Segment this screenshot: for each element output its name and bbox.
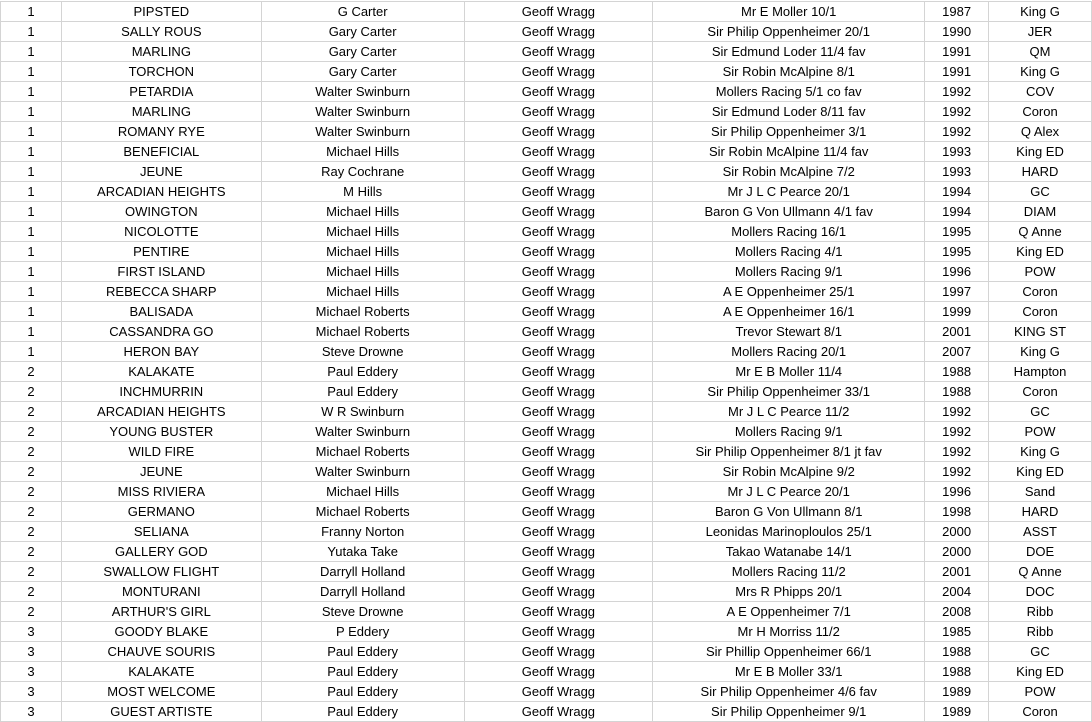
trainer-cell[interactable]: Geoff Wragg bbox=[464, 42, 653, 62]
table-row[interactable] bbox=[1, 22, 1092, 42]
year-cell[interactable]: 1991 bbox=[925, 42, 989, 62]
jockey-cell[interactable]: Michael Hills bbox=[261, 222, 464, 242]
owner-odds-cell[interactable]: Mrs R Phipps 20/1 bbox=[653, 582, 925, 602]
owner-odds-cell[interactable]: Trevor Stewart 8/1 bbox=[653, 322, 925, 342]
jockey-cell[interactable]: Darryll Holland bbox=[261, 562, 464, 582]
position-cell[interactable]: 1 bbox=[1, 202, 62, 222]
owner-odds-cell[interactable]: Takao Watanabe 14/1 bbox=[653, 542, 925, 562]
race-cell[interactable]: DIAM bbox=[989, 202, 1092, 222]
owner-odds-cell[interactable]: Sir Robin McAlpine 7/2 bbox=[653, 162, 925, 182]
horse-cell[interactable]: GOODY BLAKE bbox=[61, 622, 261, 642]
race-cell[interactable]: DOC bbox=[989, 582, 1092, 602]
horse-cell[interactable]: INCHMURRIN bbox=[61, 382, 261, 402]
table-row[interactable] bbox=[1, 422, 1092, 442]
horse-cell[interactable]: PIPSTED bbox=[61, 2, 261, 22]
position-cell[interactable]: 3 bbox=[1, 642, 62, 662]
trainer-cell[interactable]: Geoff Wragg bbox=[464, 662, 653, 682]
race-cell[interactable]: COV bbox=[989, 82, 1092, 102]
table-row[interactable] bbox=[1, 242, 1092, 262]
year-cell[interactable]: 1997 bbox=[925, 282, 989, 302]
owner-odds-cell[interactable]: Sir Robin McAlpine 9/2 bbox=[653, 462, 925, 482]
position-cell[interactable]: 1 bbox=[1, 82, 62, 102]
race-cell[interactable]: Q Anne bbox=[989, 562, 1092, 582]
year-cell[interactable]: 1995 bbox=[925, 222, 989, 242]
race-cell[interactable]: Ribb bbox=[989, 622, 1092, 642]
position-cell[interactable]: 1 bbox=[1, 42, 62, 62]
table-row[interactable] bbox=[1, 562, 1092, 582]
race-cell[interactable]: Ribb bbox=[989, 602, 1092, 622]
horse-cell[interactable]: REBECCA SHARP bbox=[61, 282, 261, 302]
owner-odds-cell[interactable]: Sir Philip Oppenheimer 8/1 jt fav bbox=[653, 442, 925, 462]
year-cell[interactable]: 2001 bbox=[925, 562, 989, 582]
owner-odds-cell[interactable]: Sir Robin McAlpine 11/4 fav bbox=[653, 142, 925, 162]
table-row[interactable] bbox=[1, 82, 1092, 102]
owner-odds-cell[interactable]: Sir Phillip Oppenheimer 66/1 bbox=[653, 642, 925, 662]
position-cell[interactable]: 1 bbox=[1, 62, 62, 82]
table-row[interactable] bbox=[1, 42, 1092, 62]
year-cell[interactable]: 1998 bbox=[925, 502, 989, 522]
table-row[interactable] bbox=[1, 542, 1092, 562]
trainer-cell[interactable]: Geoff Wragg bbox=[464, 222, 653, 242]
table-row[interactable] bbox=[1, 222, 1092, 242]
horse-cell[interactable]: GALLERY GOD bbox=[61, 542, 261, 562]
table-row[interactable] bbox=[1, 642, 1092, 662]
horse-cell[interactable]: ARCADIAN HEIGHTS bbox=[61, 182, 261, 202]
position-cell[interactable]: 2 bbox=[1, 402, 62, 422]
trainer-cell[interactable]: Geoff Wragg bbox=[464, 182, 653, 202]
table-row[interactable] bbox=[1, 702, 1092, 722]
position-cell[interactable]: 1 bbox=[1, 262, 62, 282]
position-cell[interactable]: 1 bbox=[1, 162, 62, 182]
trainer-cell[interactable]: Geoff Wragg bbox=[464, 82, 653, 102]
position-cell[interactable]: 1 bbox=[1, 242, 62, 262]
race-cell[interactable]: Coron bbox=[989, 702, 1092, 722]
results-table-body bbox=[1, 2, 1092, 722]
table-row[interactable] bbox=[1, 582, 1092, 602]
jockey-cell[interactable]: Michael Roberts bbox=[261, 442, 464, 462]
race-cell[interactable]: King G bbox=[989, 2, 1092, 22]
race-cell[interactable]: GC bbox=[989, 642, 1092, 662]
trainer-cell[interactable]: Geoff Wragg bbox=[464, 402, 653, 422]
race-cell[interactable]: King G bbox=[989, 62, 1092, 82]
position-cell[interactable]: 1 bbox=[1, 222, 62, 242]
horse-cell[interactable]: ROMANY RYE bbox=[61, 122, 261, 142]
trainer-cell[interactable]: Geoff Wragg bbox=[464, 342, 653, 362]
race-cell[interactable]: King ED bbox=[989, 662, 1092, 682]
table-row[interactable] bbox=[1, 622, 1092, 642]
year-cell[interactable]: 1992 bbox=[925, 102, 989, 122]
owner-odds-cell[interactable]: A E Oppenheimer 25/1 bbox=[653, 282, 925, 302]
horse-cell[interactable]: BENEFICIAL bbox=[61, 142, 261, 162]
table-row[interactable] bbox=[1, 442, 1092, 462]
owner-odds-cell[interactable]: A E Oppenheimer 16/1 bbox=[653, 302, 925, 322]
position-cell[interactable]: 3 bbox=[1, 682, 62, 702]
jockey-cell[interactable]: P Eddery bbox=[261, 622, 464, 642]
results-table bbox=[0, 1, 1092, 722]
horse-cell[interactable]: SELIANA bbox=[61, 522, 261, 542]
jockey-cell[interactable]: G Carter bbox=[261, 2, 464, 22]
year-cell[interactable]: 2007 bbox=[925, 342, 989, 362]
table-row[interactable] bbox=[1, 482, 1092, 502]
race-cell[interactable]: GC bbox=[989, 402, 1092, 422]
trainer-cell[interactable]: Geoff Wragg bbox=[464, 462, 653, 482]
owner-odds-cell[interactable]: Baron G Von Ullmann 8/1 bbox=[653, 502, 925, 522]
trainer-cell[interactable]: Geoff Wragg bbox=[464, 502, 653, 522]
jockey-cell[interactable]: Paul Eddery bbox=[261, 662, 464, 682]
position-cell[interactable]: 1 bbox=[1, 142, 62, 162]
year-cell[interactable]: 1988 bbox=[925, 642, 989, 662]
jockey-cell[interactable]: Walter Swinburn bbox=[261, 102, 464, 122]
year-cell[interactable]: 1989 bbox=[925, 702, 989, 722]
position-cell[interactable]: 2 bbox=[1, 542, 62, 562]
race-cell[interactable]: King G bbox=[989, 342, 1092, 362]
owner-odds-cell[interactable]: Mr E B Moller 33/1 bbox=[653, 662, 925, 682]
horse-cell[interactable]: WILD FIRE bbox=[61, 442, 261, 462]
position-cell[interactable]: 3 bbox=[1, 662, 62, 682]
trainer-cell[interactable]: Geoff Wragg bbox=[464, 62, 653, 82]
horse-cell[interactable]: NICOLOTTE bbox=[61, 222, 261, 242]
horse-cell[interactable]: KALAKATE bbox=[61, 362, 261, 382]
horse-cell[interactable]: MARLING bbox=[61, 102, 261, 122]
trainer-cell[interactable]: Geoff Wragg bbox=[464, 562, 653, 582]
year-cell[interactable]: 1992 bbox=[925, 402, 989, 422]
race-cell[interactable]: Q Anne bbox=[989, 222, 1092, 242]
table-row[interactable] bbox=[1, 142, 1092, 162]
trainer-cell[interactable]: Geoff Wragg bbox=[464, 202, 653, 222]
trainer-cell[interactable]: Geoff Wragg bbox=[464, 682, 653, 702]
position-cell[interactable]: 1 bbox=[1, 182, 62, 202]
horse-cell[interactable]: MONTURANI bbox=[61, 582, 261, 602]
horse-cell[interactable]: JEUNE bbox=[61, 162, 261, 182]
trainer-cell[interactable]: Geoff Wragg bbox=[464, 382, 653, 402]
table-row[interactable] bbox=[1, 462, 1092, 482]
owner-odds-cell[interactable]: Sir Robin McAlpine 8/1 bbox=[653, 62, 925, 82]
position-cell[interactable]: 2 bbox=[1, 422, 62, 442]
owner-odds-cell[interactable]: Mr H Morriss 11/2 bbox=[653, 622, 925, 642]
jockey-cell[interactable]: Walter Swinburn bbox=[261, 422, 464, 442]
position-cell[interactable]: 2 bbox=[1, 602, 62, 622]
jockey-cell[interactable]: Steve Drowne bbox=[261, 602, 464, 622]
position-cell[interactable]: 2 bbox=[1, 522, 62, 542]
jockey-cell[interactable]: Michael Roberts bbox=[261, 302, 464, 322]
jockey-cell[interactable]: Ray Cochrane bbox=[261, 162, 464, 182]
position-cell[interactable]: 2 bbox=[1, 562, 62, 582]
year-cell[interactable]: 1993 bbox=[925, 162, 989, 182]
trainer-cell[interactable]: Geoff Wragg bbox=[464, 242, 653, 262]
trainer-cell[interactable]: Geoff Wragg bbox=[464, 262, 653, 282]
year-cell[interactable]: 1996 bbox=[925, 482, 989, 502]
year-cell[interactable]: 1988 bbox=[925, 362, 989, 382]
race-cell[interactable]: King ED bbox=[989, 242, 1092, 262]
horse-cell[interactable]: GERMANO bbox=[61, 502, 261, 522]
year-cell[interactable]: 1990 bbox=[925, 22, 989, 42]
owner-odds-cell[interactable]: Mollers Racing 9/1 bbox=[653, 422, 925, 442]
position-cell[interactable]: 2 bbox=[1, 482, 62, 502]
trainer-cell[interactable]: Geoff Wragg bbox=[464, 642, 653, 662]
trainer-cell[interactable]: Geoff Wragg bbox=[464, 142, 653, 162]
trainer-cell[interactable]: Geoff Wragg bbox=[464, 442, 653, 462]
position-cell[interactable]: 2 bbox=[1, 382, 62, 402]
position-cell[interactable]: 1 bbox=[1, 2, 62, 22]
table-row[interactable] bbox=[1, 182, 1092, 202]
owner-odds-cell[interactable]: Mollers Racing 11/2 bbox=[653, 562, 925, 582]
owner-odds-cell[interactable]: Sir Philip Oppenheimer 4/6 fav bbox=[653, 682, 925, 702]
jockey-cell[interactable]: Steve Drowne bbox=[261, 342, 464, 362]
year-cell[interactable]: 1993 bbox=[925, 142, 989, 162]
table-row[interactable] bbox=[1, 2, 1092, 22]
jockey-cell[interactable]: Michael Hills bbox=[261, 482, 464, 502]
table-row[interactable] bbox=[1, 522, 1092, 542]
trainer-cell[interactable]: Geoff Wragg bbox=[464, 322, 653, 342]
owner-odds-cell[interactable]: Sir Edmund Loder 11/4 fav bbox=[653, 42, 925, 62]
owner-odds-cell[interactable]: Mr J L C Pearce 20/1 bbox=[653, 482, 925, 502]
jockey-cell[interactable]: Paul Eddery bbox=[261, 702, 464, 722]
race-cell[interactable]: HARD bbox=[989, 502, 1092, 522]
year-cell[interactable]: 2000 bbox=[925, 542, 989, 562]
owner-odds-cell[interactable]: A E Oppenheimer 7/1 bbox=[653, 602, 925, 622]
position-cell[interactable]: 3 bbox=[1, 702, 62, 722]
table-row[interactable] bbox=[1, 502, 1092, 522]
year-cell[interactable]: 1992 bbox=[925, 82, 989, 102]
trainer-cell[interactable]: Geoff Wragg bbox=[464, 2, 653, 22]
horse-cell[interactable]: MARLING bbox=[61, 42, 261, 62]
owner-odds-cell[interactable]: Mollers Racing 4/1 bbox=[653, 242, 925, 262]
race-cell[interactable]: KING ST bbox=[989, 322, 1092, 342]
owner-odds-cell[interactable]: Sir Edmund Loder 8/11 fav bbox=[653, 102, 925, 122]
jockey-cell[interactable]: M Hills bbox=[261, 182, 464, 202]
horse-cell[interactable]: ARCADIAN HEIGHTS bbox=[61, 402, 261, 422]
table-row[interactable] bbox=[1, 362, 1092, 382]
trainer-cell[interactable]: Geoff Wragg bbox=[464, 102, 653, 122]
owner-odds-cell[interactable]: Sir Philip Oppenheimer 9/1 bbox=[653, 702, 925, 722]
table-row[interactable] bbox=[1, 602, 1092, 622]
table-row[interactable] bbox=[1, 302, 1092, 322]
table-row[interactable] bbox=[1, 102, 1092, 122]
race-cell[interactable]: King ED bbox=[989, 462, 1092, 482]
position-cell[interactable]: 2 bbox=[1, 502, 62, 522]
table-row[interactable] bbox=[1, 322, 1092, 342]
horse-cell[interactable]: KALAKATE bbox=[61, 662, 261, 682]
year-cell[interactable]: 1992 bbox=[925, 122, 989, 142]
jockey-cell[interactable]: Yutaka Take bbox=[261, 542, 464, 562]
horse-cell[interactable]: FIRST ISLAND bbox=[61, 262, 261, 282]
position-cell[interactable]: 3 bbox=[1, 622, 62, 642]
owner-odds-cell[interactable]: Mr J L C Pearce 20/1 bbox=[653, 182, 925, 202]
jockey-cell[interactable]: Gary Carter bbox=[261, 42, 464, 62]
year-cell[interactable]: 1992 bbox=[925, 442, 989, 462]
table-row[interactable] bbox=[1, 662, 1092, 682]
year-cell[interactable]: 1992 bbox=[925, 462, 989, 482]
table-row[interactable] bbox=[1, 382, 1092, 402]
trainer-cell[interactable]: Geoff Wragg bbox=[464, 162, 653, 182]
owner-odds-cell[interactable]: Sir Philip Oppenheimer 33/1 bbox=[653, 382, 925, 402]
trainer-cell[interactable]: Geoff Wragg bbox=[464, 582, 653, 602]
race-cell[interactable]: Coron bbox=[989, 382, 1092, 402]
year-cell[interactable]: 1991 bbox=[925, 62, 989, 82]
jockey-cell[interactable]: Michael Hills bbox=[261, 202, 464, 222]
year-cell[interactable]: 2008 bbox=[925, 602, 989, 622]
table-row[interactable] bbox=[1, 122, 1092, 142]
race-cell[interactable]: Coron bbox=[989, 282, 1092, 302]
horse-cell[interactable]: ARTHUR'S GIRL bbox=[61, 602, 261, 622]
jockey-cell[interactable]: Walter Swinburn bbox=[261, 82, 464, 102]
position-cell[interactable]: 1 bbox=[1, 322, 62, 342]
jockey-cell[interactable]: W R Swinburn bbox=[261, 402, 464, 422]
year-cell[interactable]: 1987 bbox=[925, 2, 989, 22]
horse-cell[interactable]: OWINGTON bbox=[61, 202, 261, 222]
horse-cell[interactable]: HERON BAY bbox=[61, 342, 261, 362]
year-cell[interactable]: 1988 bbox=[925, 382, 989, 402]
race-cell[interactable]: GC bbox=[989, 182, 1092, 202]
jockey-cell[interactable]: Paul Eddery bbox=[261, 362, 464, 382]
position-cell[interactable]: 1 bbox=[1, 22, 62, 42]
year-cell[interactable]: 1988 bbox=[925, 662, 989, 682]
trainer-cell[interactable]: Geoff Wragg bbox=[464, 422, 653, 442]
race-cell[interactable]: ASST bbox=[989, 522, 1092, 542]
jockey-cell[interactable]: Paul Eddery bbox=[261, 382, 464, 402]
year-cell[interactable]: 1994 bbox=[925, 182, 989, 202]
owner-odds-cell[interactable]: Mollers Racing 16/1 bbox=[653, 222, 925, 242]
owner-odds-cell[interactable]: Mr E Moller 10/1 bbox=[653, 2, 925, 22]
jockey-cell[interactable]: Paul Eddery bbox=[261, 682, 464, 702]
position-cell[interactable]: 1 bbox=[1, 302, 62, 322]
horse-cell[interactable]: TORCHON bbox=[61, 62, 261, 82]
jockey-cell[interactable]: Michael Roberts bbox=[261, 502, 464, 522]
position-cell[interactable]: 1 bbox=[1, 282, 62, 302]
table-row[interactable] bbox=[1, 62, 1092, 82]
race-cell[interactable]: Coron bbox=[989, 102, 1092, 122]
table-row[interactable] bbox=[1, 202, 1092, 222]
jockey-cell[interactable]: Michael Hills bbox=[261, 242, 464, 262]
trainer-cell[interactable]: Geoff Wragg bbox=[464, 282, 653, 302]
year-cell[interactable]: 1989 bbox=[925, 682, 989, 702]
jockey-cell[interactable]: Michael Hills bbox=[261, 282, 464, 302]
race-cell[interactable]: Coron bbox=[989, 302, 1092, 322]
jockey-cell[interactable]: Walter Swinburn bbox=[261, 122, 464, 142]
race-cell[interactable]: QM bbox=[989, 42, 1092, 62]
race-cell[interactable]: Q Alex bbox=[989, 122, 1092, 142]
trainer-cell[interactable]: Geoff Wragg bbox=[464, 482, 653, 502]
jockey-cell[interactable]: Michael Hills bbox=[261, 262, 464, 282]
jockey-cell[interactable]: Michael Hills bbox=[261, 142, 464, 162]
trainer-cell[interactable]: Geoff Wragg bbox=[464, 542, 653, 562]
owner-odds-cell[interactable]: Mollers Racing 20/1 bbox=[653, 342, 925, 362]
horse-cell[interactable]: YOUNG BUSTER bbox=[61, 422, 261, 442]
race-cell[interactable]: Sand bbox=[989, 482, 1092, 502]
position-cell[interactable]: 2 bbox=[1, 442, 62, 462]
table-row[interactable] bbox=[1, 682, 1092, 702]
race-cell[interactable]: King G bbox=[989, 442, 1092, 462]
owner-odds-cell[interactable]: Mollers Racing 5/1 co fav bbox=[653, 82, 925, 102]
jockey-cell[interactable]: Michael Roberts bbox=[261, 322, 464, 342]
horse-cell[interactable]: SWALLOW FLIGHT bbox=[61, 562, 261, 582]
trainer-cell[interactable]: Geoff Wragg bbox=[464, 362, 653, 382]
position-cell[interactable]: 1 bbox=[1, 122, 62, 142]
owner-odds-cell[interactable]: Mr E B Moller 11/4 bbox=[653, 362, 925, 382]
position-cell[interactable]: 2 bbox=[1, 462, 62, 482]
horse-cell[interactable]: BALISADA bbox=[61, 302, 261, 322]
jockey-cell[interactable]: Gary Carter bbox=[261, 62, 464, 82]
table-row[interactable] bbox=[1, 402, 1092, 422]
trainer-cell[interactable]: Geoff Wragg bbox=[464, 622, 653, 642]
race-cell[interactable]: King ED bbox=[989, 142, 1092, 162]
race-cell[interactable]: DOE bbox=[989, 542, 1092, 562]
year-cell[interactable]: 1995 bbox=[925, 242, 989, 262]
horse-cell[interactable]: CASSANDRA GO bbox=[61, 322, 261, 342]
owner-odds-cell[interactable]: Sir Philip Oppenheimer 3/1 bbox=[653, 122, 925, 142]
trainer-cell[interactable]: Geoff Wragg bbox=[464, 522, 653, 542]
position-cell[interactable]: 2 bbox=[1, 362, 62, 382]
owner-odds-cell[interactable]: Leonidas Marinoploulos 25/1 bbox=[653, 522, 925, 542]
horse-cell[interactable]: CHAUVE SOURIS bbox=[61, 642, 261, 662]
year-cell[interactable]: 1992 bbox=[925, 422, 989, 442]
race-cell[interactable]: POW bbox=[989, 262, 1092, 282]
race-cell[interactable]: Hampton bbox=[989, 362, 1092, 382]
trainer-cell[interactable]: Geoff Wragg bbox=[464, 122, 653, 142]
owner-odds-cell[interactable]: Mr J L C Pearce 11/2 bbox=[653, 402, 925, 422]
jockey-cell[interactable]: Darryll Holland bbox=[261, 582, 464, 602]
horse-cell[interactable]: PENTIRE bbox=[61, 242, 261, 262]
table-row[interactable] bbox=[1, 262, 1092, 282]
horse-cell[interactable]: MOST WELCOME bbox=[61, 682, 261, 702]
jockey-cell[interactable]: Gary Carter bbox=[261, 22, 464, 42]
race-cell[interactable]: POW bbox=[989, 422, 1092, 442]
jockey-cell[interactable]: Paul Eddery bbox=[261, 642, 464, 662]
race-cell[interactable]: HARD bbox=[989, 162, 1092, 182]
race-cell[interactable]: POW bbox=[989, 682, 1092, 702]
year-cell[interactable]: 1996 bbox=[925, 262, 989, 282]
jockey-cell[interactable]: Walter Swinburn bbox=[261, 462, 464, 482]
year-cell[interactable]: 1994 bbox=[925, 202, 989, 222]
trainer-cell[interactable]: Geoff Wragg bbox=[464, 22, 653, 42]
owner-odds-cell[interactable]: Baron G Von Ullmann 4/1 fav bbox=[653, 202, 925, 222]
owner-odds-cell[interactable]: Sir Philip Oppenheimer 20/1 bbox=[653, 22, 925, 42]
year-cell[interactable]: 1985 bbox=[925, 622, 989, 642]
trainer-cell[interactable]: Geoff Wragg bbox=[464, 702, 653, 722]
horse-cell[interactable]: PETARDIA bbox=[61, 82, 261, 102]
horse-cell[interactable]: GUEST ARTISTE bbox=[61, 702, 261, 722]
table-row[interactable] bbox=[1, 342, 1092, 362]
trainer-cell[interactable]: Geoff Wragg bbox=[464, 602, 653, 622]
owner-odds-cell[interactable]: Mollers Racing 9/1 bbox=[653, 262, 925, 282]
position-cell[interactable]: 2 bbox=[1, 582, 62, 602]
position-cell[interactable]: 1 bbox=[1, 102, 62, 122]
year-cell[interactable]: 1999 bbox=[925, 302, 989, 322]
trainer-cell[interactable]: Geoff Wragg bbox=[464, 302, 653, 322]
horse-cell[interactable]: SALLY ROUS bbox=[61, 22, 261, 42]
year-cell[interactable]: 2000 bbox=[925, 522, 989, 542]
table-row[interactable] bbox=[1, 162, 1092, 182]
table-row[interactable] bbox=[1, 282, 1092, 302]
jockey-cell[interactable]: Franny Norton bbox=[261, 522, 464, 542]
year-cell[interactable]: 2001 bbox=[925, 322, 989, 342]
race-cell[interactable]: JER bbox=[989, 22, 1092, 42]
position-cell[interactable]: 1 bbox=[1, 342, 62, 362]
year-cell[interactable]: 2004 bbox=[925, 582, 989, 602]
horse-cell[interactable]: MISS RIVIERA bbox=[61, 482, 261, 502]
horse-cell[interactable]: JEUNE bbox=[61, 462, 261, 482]
